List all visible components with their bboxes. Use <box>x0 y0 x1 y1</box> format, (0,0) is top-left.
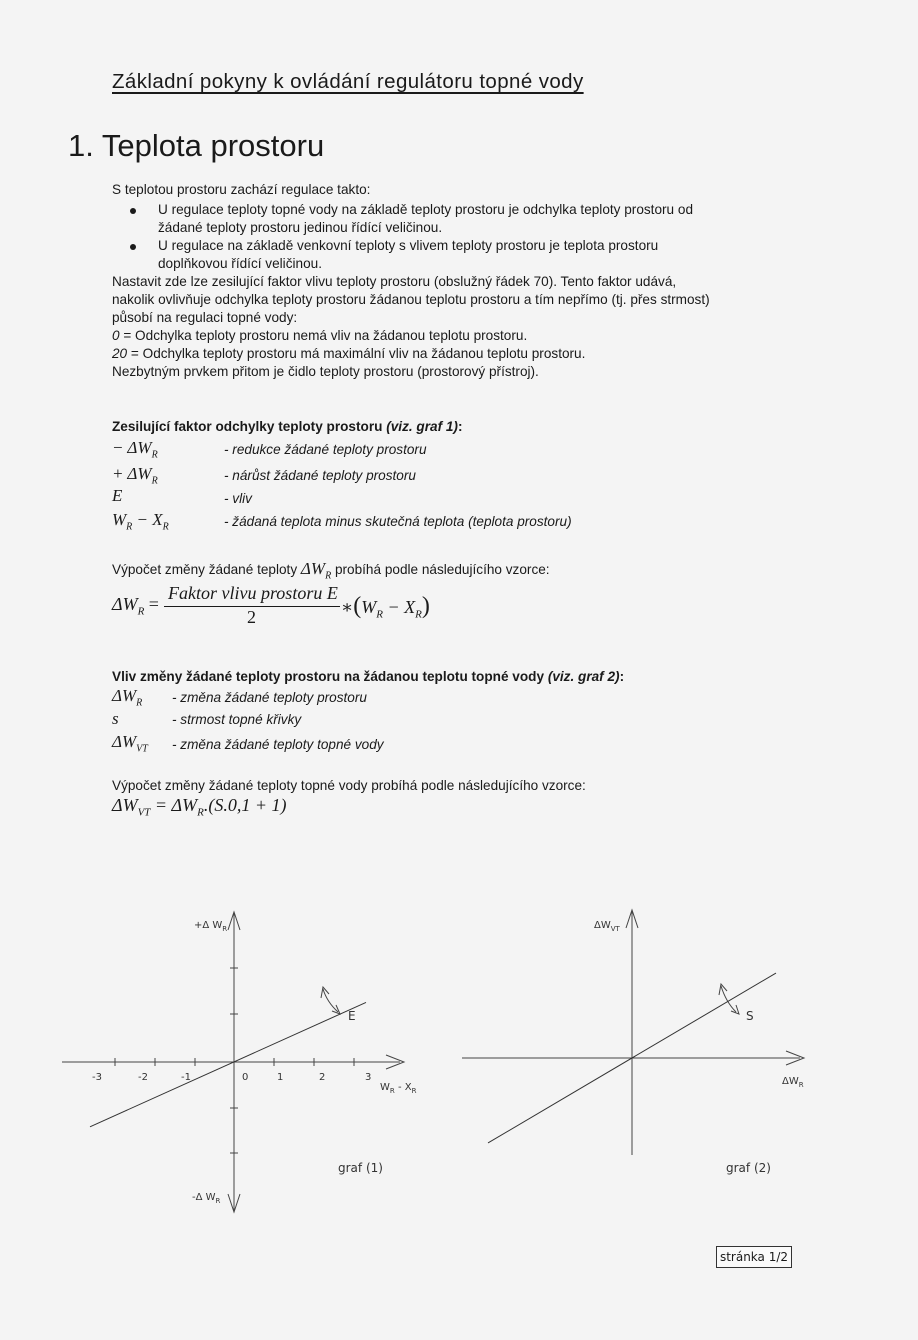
formula-1-denominator: 2 <box>247 607 256 627</box>
x-tick-label: 2 <box>319 1072 326 1083</box>
paragraph-line-2: nakolik ovlivňuje odchylka teploty prostoru žádanou teplotu prostoru a tím nepřímo (tj. přes strmost) <box>112 292 710 307</box>
graph1-rotation-arc <box>323 989 338 1012</box>
closing-line: Nezbytným prvkem přitom je čidlo teploty prostoru (prostorový přístroj). <box>112 364 539 379</box>
factor-heading-text: Zesilující faktor odchylky teploty prostoru <box>112 419 383 434</box>
symbol-sub: R <box>151 449 158 461</box>
symbol-sub: R <box>126 521 133 533</box>
formula-minus: − <box>382 597 405 617</box>
graph2-x-label: $\Delta W_R$ <box>782 1076 804 1089</box>
value-number: 20 <box>112 346 128 361</box>
graph1-rotation-label: E <box>348 1009 356 1023</box>
formula-w-sub: R <box>376 608 383 621</box>
intro-lead: S teplotou prostoru zachází regulace takto: <box>112 182 371 197</box>
formula-paren-open: ( <box>353 593 362 619</box>
graph1-y-label-top: +Δ $W_R$ <box>194 920 228 933</box>
symbol-main: ΔW <box>112 732 137 751</box>
symbol-sub: R <box>151 475 158 487</box>
formula2-lhs: ΔW <box>112 795 138 815</box>
symbol-main: s <box>112 709 119 728</box>
formula2-rest: = ΔW <box>150 795 198 815</box>
x-tick-label: 0 <box>242 1072 249 1083</box>
formula-1-numerator: Faktor vlivu prostoru E <box>168 583 338 603</box>
graph2-arc-arrow <box>719 984 727 995</box>
formula-x: X <box>404 597 416 617</box>
x-tick-label: 1 <box>277 1072 284 1083</box>
factor-heading-ref: (viz. graf 1) <box>386 419 458 434</box>
factor-heading-colon: : <box>457 419 463 434</box>
graph2-y-label: $\Delta W_{VT}$ <box>594 920 620 933</box>
x-tick-label: -2 <box>138 1072 148 1083</box>
calc-symbol-main: ΔW <box>300 559 326 578</box>
formula2-lhs-sub: VT <box>137 806 151 819</box>
formula-x-sub: R <box>415 608 422 621</box>
def-desc: - strmost topné křivky <box>172 712 302 727</box>
page-number-box: stránka 1/2 <box>716 1246 792 1268</box>
value-text: = Odchylka teploty prostoru má maximální vliv na žádanou teplotu prostoru. <box>127 346 586 361</box>
graph1-characteristic-line <box>90 1002 366 1126</box>
calc-intro-2: Výpočet změny žádané teploty topné vody probíhá podle následujícího vzorce: <box>112 778 586 793</box>
def-desc: - žádaná teplota minus skutečná teplota (teplota prostoru) <box>224 514 572 529</box>
x-tick-label: -3 <box>92 1072 102 1083</box>
formula-paren-close: ) <box>421 593 430 619</box>
graph2-caption: graf (2) <box>726 1161 771 1175</box>
formula2-tail: .(S.0,1 + 1) <box>203 795 287 815</box>
bullet-1-line-1: U regulace teploty topné vody na základě teploty prostoru je odchylka teploty prostoru od <box>158 202 694 217</box>
formula-equals: = <box>148 594 159 614</box>
bullet-2-line-2: doplňkovou řídící veličinou. <box>158 256 322 271</box>
symbol-main: E <box>112 486 123 505</box>
def-desc: - redukce žádané teploty prostoru <box>224 442 427 457</box>
bullet-1-line-2: žádané teploty prostoru jedinou řídící veličinou. <box>158 220 443 235</box>
influence-heading-text: Vliv změny žádané teploty prostoru na žádanou teplotu topné vody <box>112 669 545 684</box>
graph1-caption: graf (1) <box>338 1161 383 1175</box>
section-title: 1. Teplota prostoru <box>68 128 325 163</box>
formula-times: ∗ <box>341 597 354 617</box>
def-desc: - nárůst žádané teploty prostoru <box>224 468 416 483</box>
bullet-2-line-1: U regulace na základě venkovní teploty s vlivem teploty prostoru je teplota prostoru <box>158 238 659 253</box>
graph1-arc-arrow <box>321 987 329 998</box>
document-title: Základní pokyny k ovládání regulátoru topné vody <box>112 70 584 93</box>
symbol-sub: R <box>136 697 143 709</box>
graph1-x-label: $W_R - X_R$ <box>380 1082 417 1095</box>
graph2-arc-arrow <box>731 1005 739 1014</box>
influence-heading-colon: : <box>619 669 625 684</box>
graph2-rotation-label: S <box>746 1009 754 1023</box>
value-number: 0 <box>112 328 120 343</box>
paragraph-line-1: Nastavit zde lze zesilující faktor vlivu teploty prostoru (obslužný řádek 70). Tento faktor udává, <box>112 274 677 289</box>
symbol-main: W <box>112 510 127 529</box>
def-desc: - změna žádané teploty prostoru <box>172 690 367 705</box>
formula-lhs-main: ΔW <box>112 594 138 614</box>
symbol-main: ΔW <box>112 686 137 705</box>
graph2-rotation-arc <box>721 986 736 1012</box>
symbol-main: − ΔW <box>112 438 152 457</box>
symbol-main-2: − X <box>132 510 163 529</box>
calc-text: Výpočet změny žádané teploty <box>112 562 298 577</box>
graph1-y-label-bottom: -Δ $W_R$ <box>192 1192 221 1205</box>
paragraph-line-3: působí na regulaci topné vody: <box>112 310 298 325</box>
symbol-sub-2: R <box>162 521 169 533</box>
symbol-sub: VT <box>136 743 148 755</box>
formula-w: W <box>361 597 377 617</box>
formula2-rest-sub: R <box>197 806 204 819</box>
influence-heading-ref: (viz. graf 2) <box>547 669 620 684</box>
x-tick-label: 3 <box>365 1072 372 1083</box>
value-text: = Odchylka teploty prostoru nemá vliv na žádanou teplotu prostoru. <box>119 328 528 343</box>
calc-text-after: probíhá podle následujícího vzorce: <box>334 562 550 577</box>
symbol-main: + ΔW <box>112 464 152 483</box>
formula-lhs-sub: R <box>137 605 145 618</box>
def-desc: - změna žádané teploty topné vody <box>172 737 384 752</box>
calc-symbol-sub: R <box>325 570 332 582</box>
def-desc: - vliv <box>224 491 252 506</box>
x-tick-label: -1 <box>181 1072 191 1083</box>
